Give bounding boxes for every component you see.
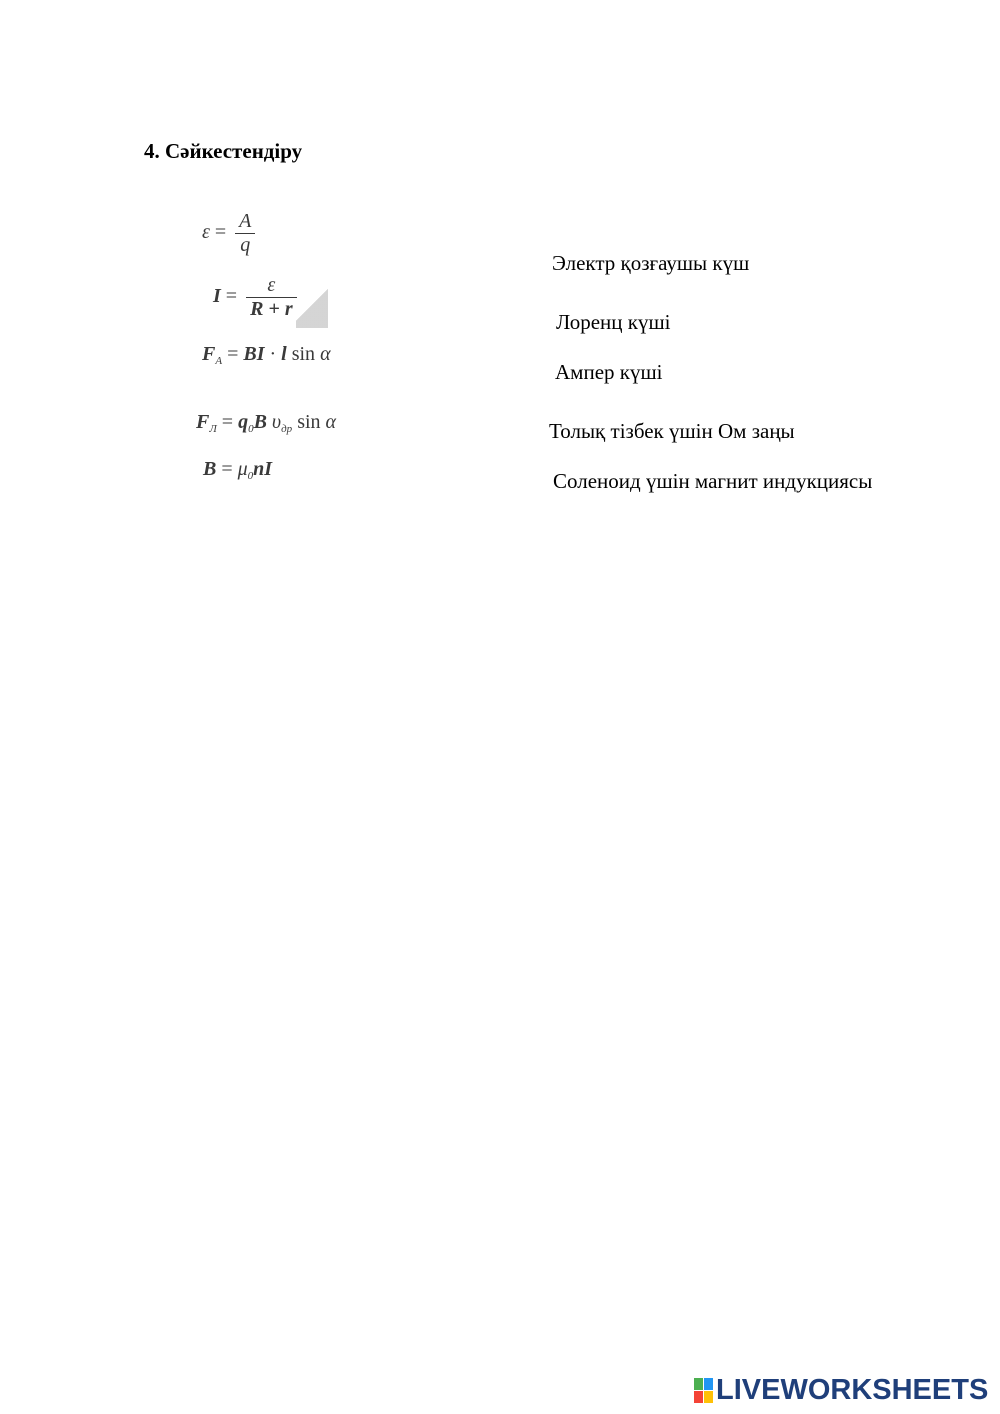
logo-mark-tile [704, 1378, 713, 1390]
equals-sign: = [209, 221, 232, 244]
induction-symbol: B [253, 411, 267, 433]
match-item-ohm: Толық тізбек үшін Ом заңы [549, 419, 795, 443]
force-subscript: A [215, 355, 223, 367]
force-subscript: Л [209, 423, 217, 435]
logo-mark-tile [694, 1391, 703, 1403]
match-item-solenoid: Соленоид үшін магнит индукциясы [553, 469, 873, 493]
dot-operator: · [264, 343, 282, 365]
logo-text: LIVEWORKSHEETS [716, 1374, 989, 1406]
numerator: A [239, 210, 252, 232]
formula-lorentz [196, 411, 336, 435]
sin-function: sin [292, 411, 326, 433]
match-item-lorentz: Лоренц күші [556, 310, 671, 334]
velocity-symbol: υ [266, 411, 282, 433]
logo-mark-icon [694, 1378, 713, 1403]
section-heading: 4. Сәйкестендіру [144, 139, 303, 163]
current-symbol: I [213, 285, 221, 308]
force-symbol: F [202, 343, 216, 365]
numerator: ε [267, 274, 276, 296]
bi-term: BI [243, 343, 265, 365]
match-item-ampere: Ампер күші [555, 360, 663, 384]
velocity-subscript: др [281, 423, 293, 435]
ni-term: nI [253, 458, 273, 480]
charge-symbol: q [238, 411, 249, 433]
charge-subscript: 0 [248, 423, 254, 435]
equals-sign: = [222, 343, 244, 365]
logo-mark-tile [704, 1391, 713, 1403]
formula-solenoid [203, 458, 272, 482]
fraction [246, 274, 297, 321]
denominator: R + r [246, 297, 297, 321]
fraction [235, 210, 255, 257]
force-symbol: F [196, 411, 210, 433]
liveworksheets-logo [694, 1374, 988, 1407]
mu-symbol: μ [237, 458, 248, 480]
induction-symbol: B [203, 458, 217, 480]
angle-symbol: α [325, 411, 337, 433]
formula-emf [202, 210, 255, 257]
scan-smudge [296, 282, 328, 328]
angle-symbol: α [320, 343, 331, 365]
equals-sign: = [216, 458, 238, 480]
formula-ampere [202, 343, 331, 367]
formula-ohm [213, 274, 297, 321]
logo-mark-tile [694, 1378, 703, 1390]
length-symbol: l [281, 343, 287, 365]
denominator: q [235, 233, 255, 257]
sin-function: sin [286, 343, 321, 365]
emf-symbol: ε [202, 221, 210, 244]
equals-sign: = [220, 285, 243, 308]
match-item-emf: Электр қозғаушы күш [552, 251, 750, 275]
equals-sign: = [216, 411, 239, 433]
mu-subscript: 0 [247, 470, 254, 482]
